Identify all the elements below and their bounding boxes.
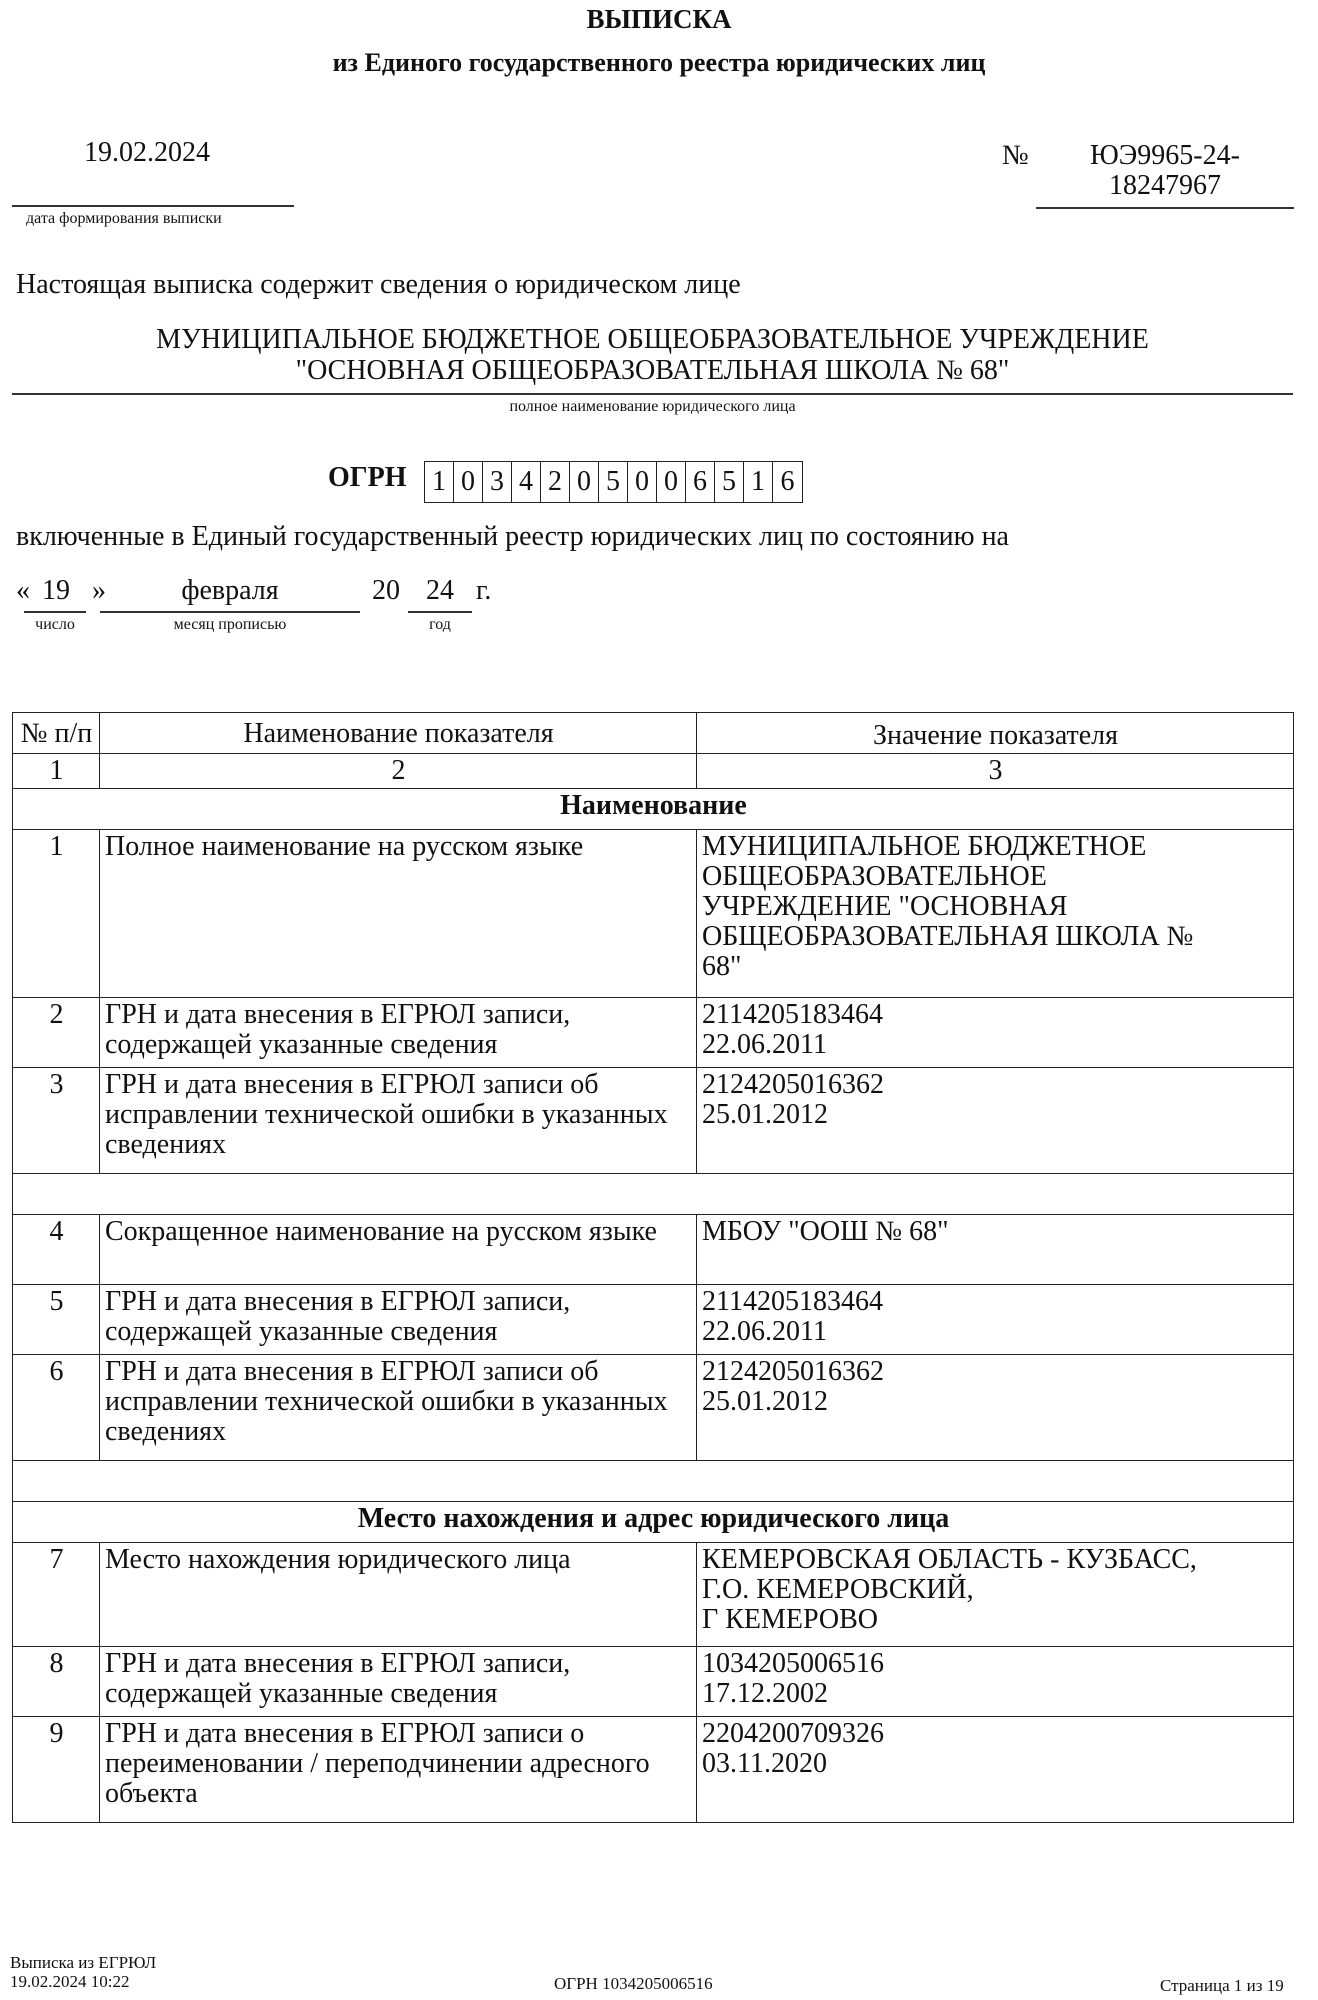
spacer-row bbox=[13, 1461, 1294, 1502]
row-value-line: МУНИЦИПАЛЬНОЕ БЮДЖЕТНОЕ bbox=[702, 831, 1147, 862]
header-num: № п/п bbox=[13, 713, 100, 754]
row-value-line: ОБЩЕОБРАЗОВАТЕЛЬНАЯ ШКОЛА № bbox=[702, 921, 1194, 952]
number-line2: 18247967 bbox=[1109, 170, 1221, 201]
row-value bbox=[697, 1068, 1294, 1174]
entity-name-caption: полное наименование юридического лица bbox=[509, 398, 796, 415]
ogrn-digit: 2 bbox=[541, 462, 570, 502]
section-row bbox=[13, 789, 1294, 830]
row-number: 8 bbox=[13, 1647, 100, 1717]
ogrn-digit: 0 bbox=[454, 462, 483, 502]
date-month-caption: месяц прописью bbox=[173, 616, 287, 633]
row-number: 1 bbox=[13, 830, 100, 998]
ogrn-digit: 0 bbox=[628, 462, 657, 502]
ogrn-digit: 3 bbox=[483, 462, 512, 502]
footer-doc-name: Выписка из ЕГРЮЛ bbox=[10, 1953, 157, 1972]
document-subtitle: из Единого государственного реестра юридических лиц bbox=[332, 48, 986, 77]
row-number: 6 bbox=[13, 1355, 100, 1461]
row-value-line: МБОУ "ООШ № 68" bbox=[702, 1216, 949, 1247]
table-header-num-row bbox=[13, 754, 1294, 789]
registry-table bbox=[12, 712, 1294, 1823]
date-day-caption: число bbox=[35, 616, 75, 633]
row-label: ГРН и дата внесения в ЕГРЮЛ записи об исправлении технической ошибки в указанных сведениях bbox=[100, 1355, 697, 1461]
header-col-2: 2 bbox=[100, 754, 697, 789]
footer-ogrn: ОГРН 1034205006516 bbox=[554, 1974, 713, 1993]
date-month: февраля bbox=[181, 575, 279, 606]
row-value-line: КЕМЕРОВСКАЯ ОБЛАСТЬ - КУЗБАСС, bbox=[702, 1544, 1197, 1575]
header-value: Значение показателя bbox=[697, 713, 1294, 754]
section-name: Наименование bbox=[13, 789, 1294, 830]
footer-datetime: 19.02.2024 10:22 bbox=[10, 1972, 130, 1991]
table-row bbox=[13, 830, 1294, 998]
row-value-line: 25.01.2012 bbox=[702, 1386, 828, 1417]
footer-page: Страница 1 из 19 bbox=[1160, 1976, 1284, 1995]
row-label: ГРН и дата внесения в ЕГРЮЛ записи, содержащей указанные сведения bbox=[100, 1285, 697, 1355]
table-row bbox=[13, 1717, 1294, 1823]
row-value-line: 1034205006516 bbox=[702, 1648, 884, 1679]
number-line bbox=[1036, 207, 1294, 209]
row-value-line: 25.01.2012 bbox=[702, 1099, 828, 1130]
entity-name-line2: "ОСНОВНАЯ ОБЩЕОБРАЗОВАТЕЛЬНАЯ ШКОЛА № 68" bbox=[295, 355, 1010, 386]
table-row bbox=[13, 998, 1294, 1068]
table-row bbox=[13, 1543, 1294, 1647]
number-sign: № bbox=[1002, 140, 1029, 171]
spacer-row bbox=[13, 1174, 1294, 1215]
row-number: 4 bbox=[13, 1215, 100, 1285]
row-label: Место нахождения юридического лица bbox=[100, 1543, 697, 1647]
row-label: ГРН и дата внесения в ЕГРЮЛ записи об исправлении технической ошибки в указанных сведениях bbox=[100, 1068, 697, 1174]
entity-name-line bbox=[12, 393, 1293, 395]
row-value bbox=[697, 1285, 1294, 1355]
date-day: 19 bbox=[42, 575, 70, 606]
row-value-line: Г КЕМЕРОВО bbox=[702, 1604, 878, 1635]
date-year-line bbox=[408, 611, 472, 613]
row-number: 3 bbox=[13, 1068, 100, 1174]
ogrn-digit: 5 bbox=[599, 462, 628, 502]
form-date: 19.02.2024 bbox=[84, 137, 210, 168]
section-address: Место нахождения и адрес юридического лица bbox=[13, 1502, 1294, 1543]
table-row bbox=[13, 1355, 1294, 1461]
row-label: Полное наименование на русском языке bbox=[100, 830, 697, 998]
date-day-line bbox=[24, 611, 86, 613]
row-value-line: 2124205016362 bbox=[702, 1069, 884, 1100]
table-row bbox=[13, 1285, 1294, 1355]
ogrn-digit: 1 bbox=[744, 462, 773, 502]
row-value-line: 2114205183464 bbox=[702, 1286, 883, 1317]
date-year: 24 bbox=[426, 575, 454, 606]
row-value-line: Г.О. КЕМЕРОВСКИЙ, bbox=[702, 1574, 974, 1605]
row-value-line: 2124205016362 bbox=[702, 1356, 884, 1387]
row-value bbox=[697, 1717, 1294, 1823]
spacer-cell bbox=[13, 1461, 1294, 1502]
row-value-line: 22.06.2011 bbox=[702, 1029, 827, 1060]
row-value bbox=[697, 1543, 1294, 1647]
row-number: 2 bbox=[13, 998, 100, 1068]
row-value bbox=[697, 830, 1294, 998]
header-col-3: 3 bbox=[697, 754, 1294, 789]
header-col-1: 1 bbox=[13, 754, 100, 789]
row-value bbox=[697, 998, 1294, 1068]
ogrn-digit: 6 bbox=[780, 466, 795, 497]
date-close-quote: » bbox=[92, 575, 106, 606]
row-value-line: 2114205183464 bbox=[702, 999, 883, 1030]
number-line1: ЮЭ9965-24- bbox=[1090, 140, 1240, 171]
ogrn-digit: 4 bbox=[512, 462, 541, 502]
row-value-line: 68" bbox=[702, 951, 742, 982]
table-row bbox=[13, 1068, 1294, 1174]
row-value bbox=[697, 1647, 1294, 1717]
date-century: 20 bbox=[372, 575, 400, 606]
row-number: 9 bbox=[13, 1717, 100, 1823]
row-value-line: 03.11.2020 bbox=[702, 1748, 827, 1779]
row-label: ГРН и дата внесения в ЕГРЮЛ записи, содержащей указанные сведения bbox=[100, 1647, 697, 1717]
table-row bbox=[13, 1647, 1294, 1717]
ogrn-digit: 1 bbox=[425, 462, 454, 502]
row-label: Сокращенное наименование на русском языке bbox=[100, 1215, 697, 1285]
form-date-caption: дата формирования выписки bbox=[26, 210, 222, 227]
ogrn-digit: 0 bbox=[570, 462, 599, 502]
state-text: включенные в Единый государственный реестр юридических лиц по состоянию на bbox=[16, 521, 1009, 552]
row-value-line: УЧРЕЖДЕНИЕ "ОСНОВНАЯ bbox=[702, 891, 1068, 922]
ogrn-digit: 6 bbox=[686, 462, 715, 502]
spacer-cell bbox=[13, 1174, 1294, 1215]
date-year-caption: год bbox=[429, 616, 451, 633]
ogrn-digit: 0 bbox=[657, 462, 686, 502]
row-value bbox=[697, 1355, 1294, 1461]
row-value-line: 2204200709326 bbox=[702, 1718, 884, 1749]
form-date-line bbox=[12, 205, 294, 207]
row-number: 7 bbox=[13, 1543, 100, 1647]
row-value-line: 17.12.2002 bbox=[702, 1678, 828, 1709]
row-value-line: 22.06.2011 bbox=[702, 1316, 827, 1347]
ogrn-digit: 5 bbox=[715, 462, 744, 502]
date-year-suffix: г. bbox=[476, 575, 492, 606]
table-row bbox=[13, 1215, 1294, 1285]
row-number: 5 bbox=[13, 1285, 100, 1355]
header-indicator: Наименование показателя bbox=[100, 713, 697, 754]
row-label: ГРН и дата внесения в ЕГРЮЛ записи о переименовании / переподчинении адресного объекта bbox=[100, 1717, 697, 1823]
ogrn-label: ОГРН bbox=[328, 462, 407, 493]
row-value bbox=[697, 1215, 1294, 1285]
document-title: ВЫПИСКА bbox=[586, 4, 732, 34]
date-month-line bbox=[100, 611, 360, 613]
row-label: ГРН и дата внесения в ЕГРЮЛ записи, содержащей указанные сведения bbox=[100, 998, 697, 1068]
intro-text: Настоящая выписка содержит сведения о юридическом лице bbox=[16, 269, 741, 300]
row-value-line: ОБЩЕОБРАЗОВАТЕЛЬНОЕ bbox=[702, 861, 1047, 892]
ogrn-digit-boxes bbox=[424, 461, 803, 503]
date-open-quote: « bbox=[16, 575, 30, 606]
table-header-row bbox=[13, 713, 1294, 754]
entity-name-line1: МУНИЦИПАЛЬНОЕ БЮДЖЕТНОЕ ОБЩЕОБРАЗОВАТЕЛЬНОЕ УЧРЕЖДЕНИЕ bbox=[156, 324, 1149, 355]
section-row bbox=[13, 1502, 1294, 1543]
